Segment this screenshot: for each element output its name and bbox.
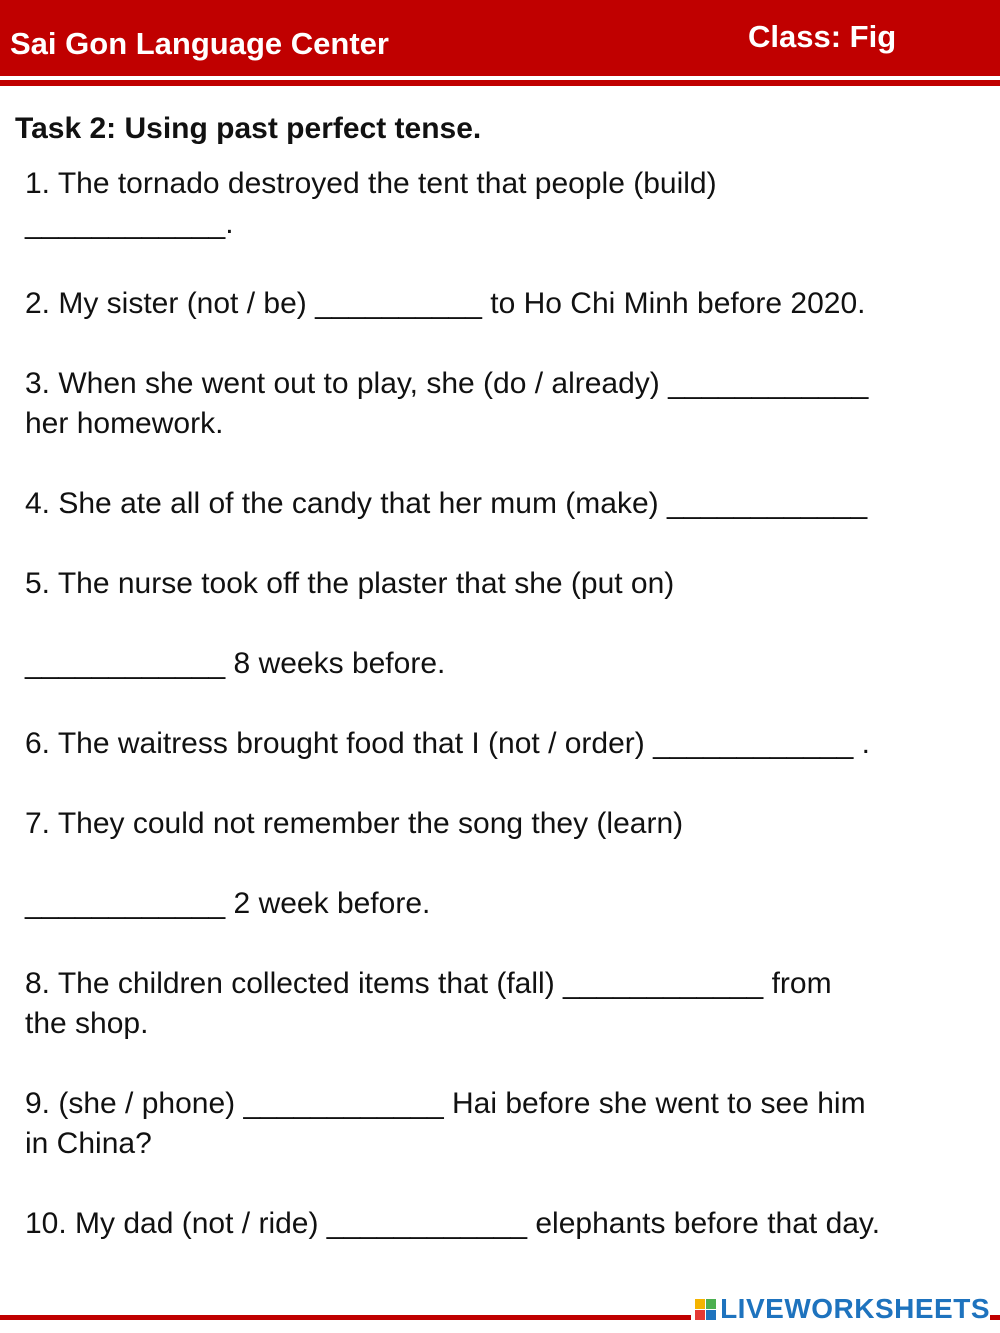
question-9: 9. (she / phone) ____________ Hai before she went to see him in China? [25,1087,866,1160]
liveworksheets-logo [691,1293,990,1325]
question-1: 1. The tornado destroyed the tent that people (build) ____________. [25,167,717,240]
task-title: Task 2: Using past perfect tense. [15,112,482,145]
question-3: 3. When she went out to play, she (do / already) ____________ her homework. [25,367,869,440]
header-bar [0,0,1000,76]
class-label: Class: Fig [748,19,897,54]
question-7: 7. They could not remember the song they (learn) [25,807,684,840]
question-5: 5. The nurse took off the plaster that she (put on) [25,567,675,600]
logo-text: LIVEWORKSHEETS [720,1293,990,1324]
question-10: 10. My dad (not / ride) ____________ elephants before that day. [25,1207,881,1240]
question-2: 2. My sister (not / be) __________ to Ho Chi Minh before 2020. [25,287,866,320]
question-5-continued: ____________ 8 weeks before. [25,647,446,680]
logo-grid-icon [695,1299,716,1320]
question-4: 4. She ate all of the candy that her mum (make) ____________ [25,487,868,520]
question-6: 6. The waitress brought food that I (not / order) ____________ . [25,727,870,760]
question-7-continued: ____________ 2 week before. [25,887,431,920]
center-name: Sai Gon Language Center [10,26,389,61]
question-8: 8. The children collected items that (fall) ____________ from the shop. [25,967,832,1040]
header-divider [0,80,1000,86]
